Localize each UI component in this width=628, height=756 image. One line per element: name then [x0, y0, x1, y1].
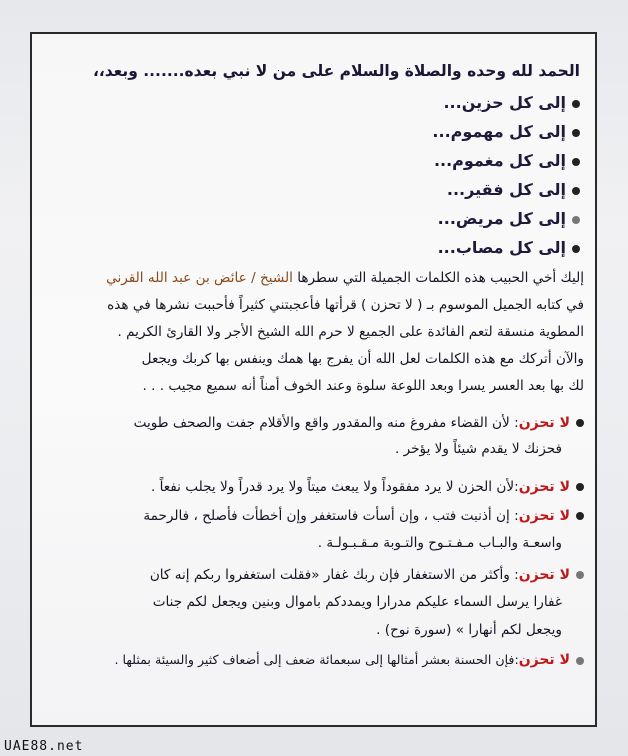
bullet-icon	[572, 129, 580, 137]
list-item-text: إلى كل مريض...	[437, 209, 566, 228]
point-line	[150, 568, 584, 583]
point-line: فحزنك لا يقدم شيئاً ولا يؤخر .	[395, 441, 562, 457]
bullet-icon	[572, 245, 580, 253]
list-item-text: إلى كل مصاب...	[437, 238, 566, 257]
point-label: لا تحزن	[518, 652, 570, 668]
point-text: : لأن القضاء مفروغ منه والمقدور واقع والأقلام جفت والصحف طويت	[133, 415, 519, 431]
bullet-icon	[576, 483, 584, 491]
intro-line: لك بها بعد العسر يسرا وبعد اللوعة سلوة وعند الخوف أمناً أنه سميع مجيب . . .	[142, 378, 584, 394]
list-item	[443, 95, 580, 111]
point-label: لا تحزن	[518, 508, 570, 524]
list-item	[432, 124, 580, 140]
bullet-icon	[576, 512, 584, 520]
intro-text: إليك أخي الحبيب هذه الكلمات الجميلة التي سطرها	[292, 270, 584, 286]
list-item	[438, 211, 580, 227]
point-line	[151, 480, 584, 495]
bullet-icon	[576, 657, 584, 665]
bullet-icon	[572, 158, 580, 166]
list-item	[434, 153, 580, 169]
bullet-icon	[572, 216, 580, 224]
point-line	[115, 653, 584, 667]
point-label: لا تحزن	[518, 415, 570, 431]
point-text: : وأكثر من الاستغفار فإن ربك غفار «فقلت استغفروا ربكم إنه كان	[149, 567, 519, 583]
list-item-text: إلى كل فقير...	[446, 180, 566, 199]
list-item-text: إلى كل مهموم...	[432, 122, 566, 141]
point-line: غفارا يرسل السماء عليكم مدرارا ويمددكم باموال وبنين ويجعل لكم جنات	[152, 594, 562, 610]
intro-line: المطوية منسقة لتعم الفائدة على الجميع لا حرم الله الشيخ الأجر ولا القارئ الكريم .	[117, 324, 584, 340]
point-line: واسعـة والبـاب مـفـتـوح والتـوبة مـقـبـولـة .	[317, 535, 562, 551]
list-item	[438, 240, 580, 256]
point-text: :لأن الحزن لا يرد مفقوداً ولا يبعث ميتاً ولا يرد قدراً ولا يجلب نفعاً .	[150, 479, 519, 495]
list-item	[447, 182, 580, 198]
point-line	[134, 416, 584, 431]
bullet-icon	[576, 419, 584, 427]
site-watermark: UAE88.net	[4, 739, 84, 754]
list-item-text: إلى كل حزين...	[443, 93, 566, 112]
author-name: الشيخ / عائض بن عبد الله القرني	[106, 270, 293, 286]
bullet-icon	[576, 571, 584, 579]
intro-line: في كتابه الجميل الموسوم بـ ( لا تحزن ) قرأتها فأعجبتني كثيراً فأحببت نشرها في هذه	[107, 297, 584, 313]
bullet-icon	[572, 100, 580, 108]
point-text: : إن أذنبت فتب ، وإن أسأت فاستغفر وإن أخطأت فأصلح ، فالرحمة	[143, 508, 519, 524]
intro-line: والآن أتركك مع هذه الكلمات لعل الله أن يفرج بها همك وينفس بها كربك ويجعل	[141, 351, 584, 367]
point-line	[143, 509, 584, 524]
intro-line	[106, 272, 584, 286]
point-label: لا تحزن	[518, 479, 570, 495]
point-label: لا تحزن	[518, 567, 570, 583]
bullet-icon	[572, 187, 580, 195]
opening-line: الحمد لله وحده والصلاة والسلام على من لا نبي بعده....... وبعد،،	[92, 62, 580, 80]
list-item-text: إلى كل مغموم...	[433, 151, 566, 170]
point-line: ويجعل لكم أنهارا » (سورة نوح) .	[376, 622, 562, 638]
point-text: :فإن الحسنة بعشر أمثالها إلى سبعمائة ضعف إلى أضعاف كثير والسيئة بمثلها .	[114, 652, 519, 667]
